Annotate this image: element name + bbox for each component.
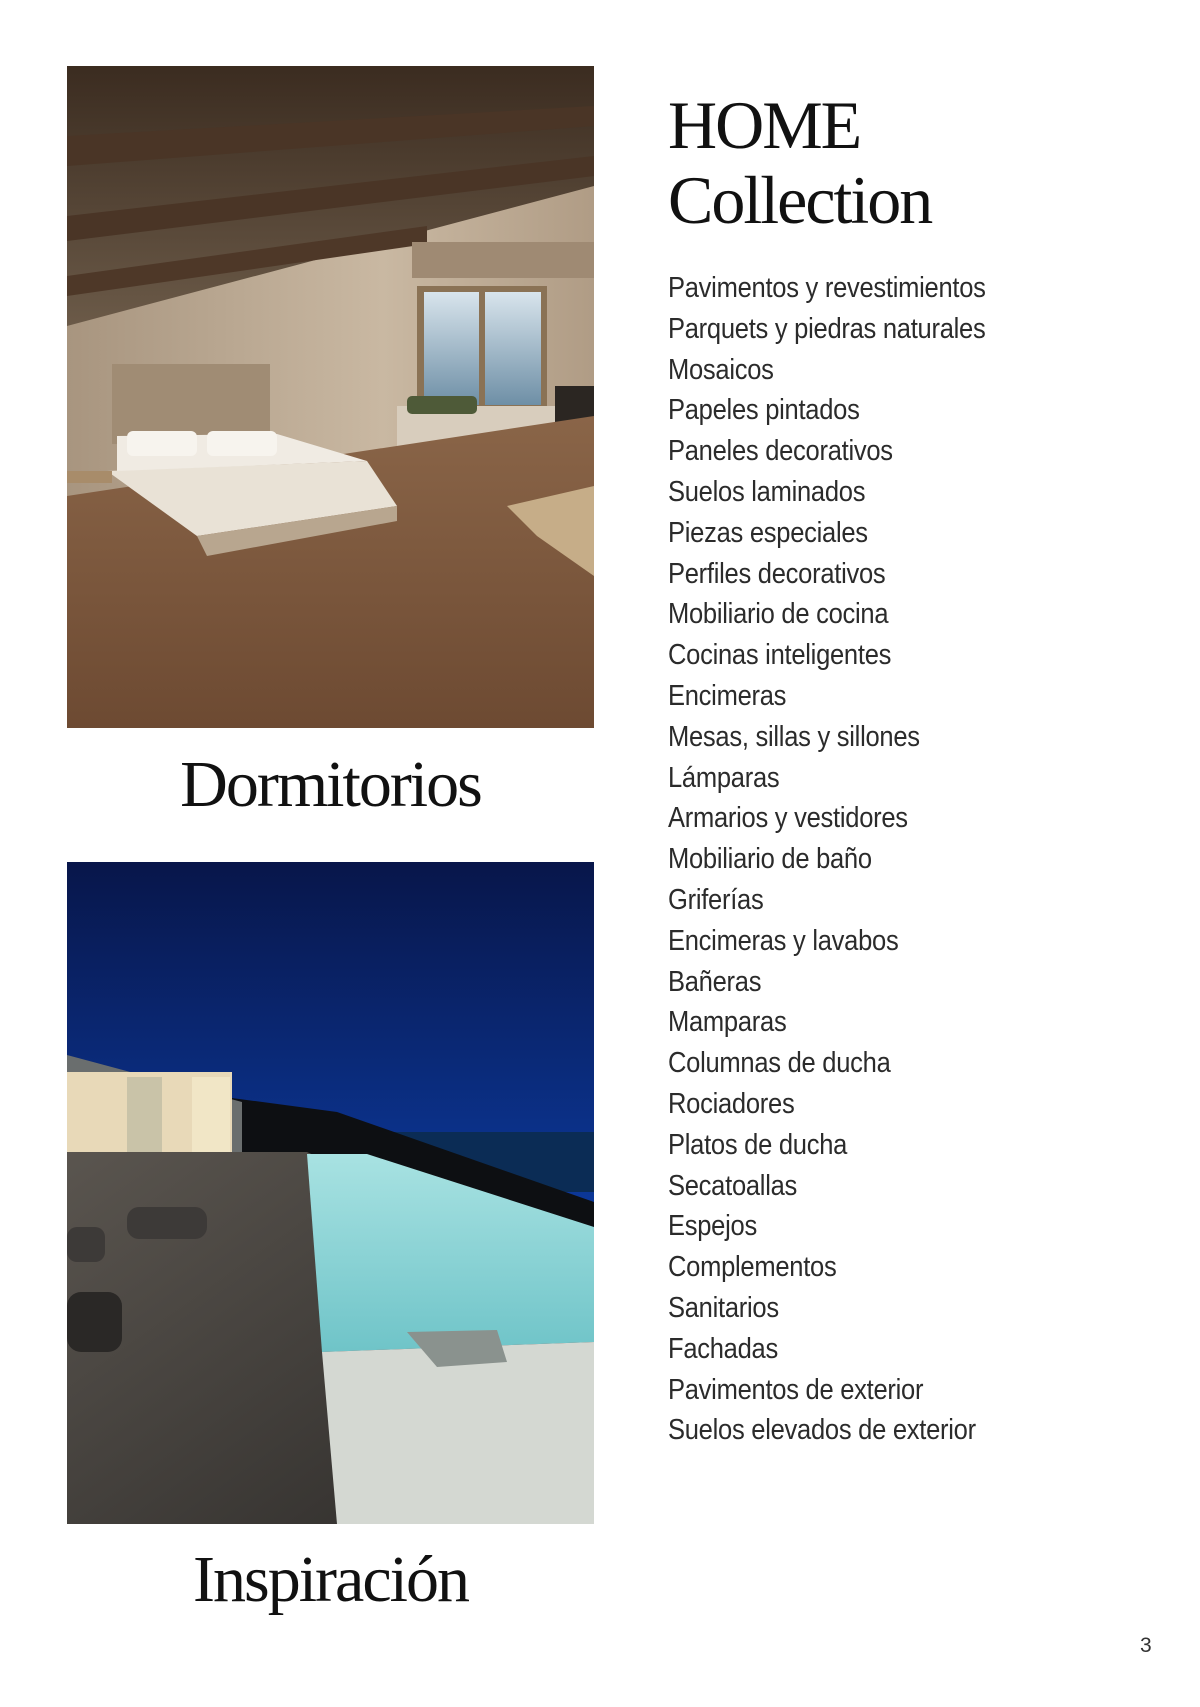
- list-item: Sanitarios: [668, 1291, 779, 1324]
- list-item: Pavimentos y revestimientos: [668, 272, 986, 304]
- page-number: 3: [1140, 1634, 1152, 1657]
- list-item: Perfiles decorativos: [668, 557, 886, 590]
- list-item: Secatoallas: [668, 1169, 798, 1202]
- list-item: Mobiliario de cocina: [668, 598, 889, 631]
- list-item: Cocinas inteligentes: [668, 639, 892, 672]
- section-caption-inspiracion: Inspiración: [193, 1543, 468, 1616]
- bedroom-photo: [67, 66, 594, 728]
- list-item: Encimeras: [668, 679, 787, 712]
- list-item: Mobiliario de baño: [668, 843, 872, 876]
- list-item: Mesas, sillas y sillones: [668, 720, 920, 753]
- list-item: Espejos: [668, 1210, 757, 1243]
- page-title-line1: HOME: [668, 87, 861, 163]
- list-item: Parquets y piedras naturales: [668, 312, 986, 345]
- section-caption-dormitorios: Dormitorios: [180, 748, 481, 821]
- list-item: Armarios y vestidores: [668, 802, 908, 835]
- list-item: Mamparas: [668, 1006, 787, 1039]
- pool-image: [67, 862, 594, 1524]
- list-item: Griferías: [668, 883, 764, 916]
- list-item: Complementos: [668, 1251, 837, 1284]
- list-item: Pavimentos de exterior: [668, 1373, 924, 1406]
- page-title: [668, 88, 931, 238]
- bedroom-image: [67, 66, 594, 728]
- list-item: Piezas especiales: [668, 516, 868, 549]
- list-item: Lámparas: [668, 761, 780, 794]
- list-item: Rociadores: [668, 1087, 795, 1120]
- list-item: Platos de ducha: [668, 1128, 848, 1161]
- page-title-line2: Collection: [668, 162, 932, 238]
- list-item: Suelos laminados: [668, 475, 866, 508]
- category-list: [668, 268, 1029, 1451]
- list-item: Fachadas: [668, 1332, 778, 1365]
- list-item: Mosaicos: [668, 353, 774, 386]
- list-item: Suelos elevados de exterior: [668, 1414, 976, 1447]
- list-item: Bañeras: [668, 965, 762, 998]
- list-item: Columnas de ducha: [668, 1047, 891, 1080]
- list-item: Encimeras y lavabos: [668, 924, 899, 957]
- pool-terrace-photo: [67, 862, 594, 1524]
- list-item: Papeles pintados: [668, 394, 860, 427]
- list-item: Paneles decorativos: [668, 435, 893, 468]
